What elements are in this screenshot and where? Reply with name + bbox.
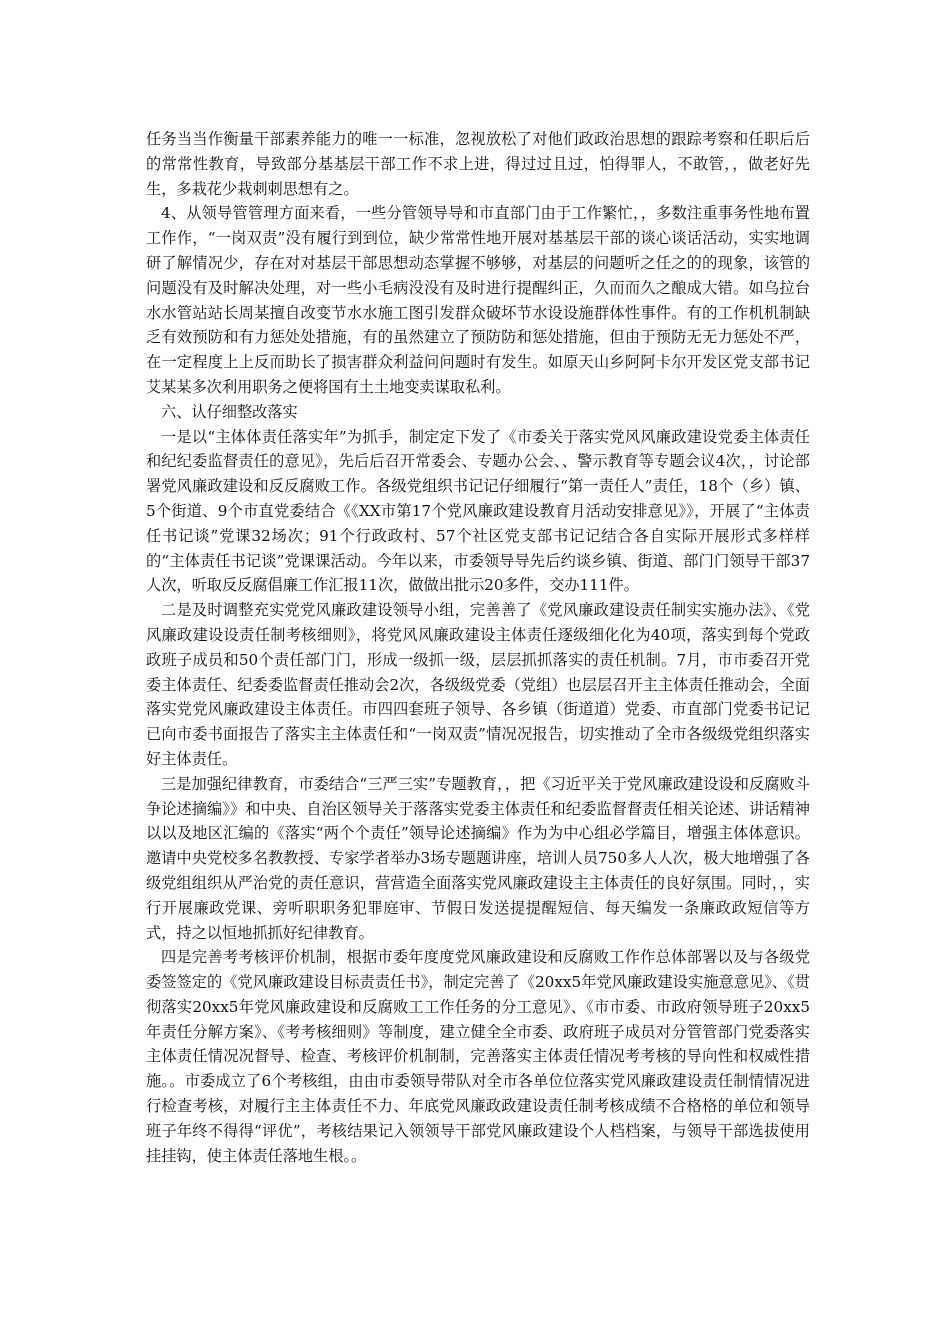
section-heading-rectification: 六、认仔细整改落实 <box>161 402 298 421</box>
paragraph-continuation: 任务当当作衡量干部素养能力的唯一一标准，忽视放松了对他们政政治思想的跟踪考察和任职后后的常常性教育，导致部分基基层干部工作不求上进，得过过且过，怕得罪人，不敢管，，做老好先生，多栽花少栽刺刺思想有之。 <box>146 130 810 198</box>
paragraph-point-one: 一是以“主体体责任落实年”为抓手，制定定下发了《市委关于落实党风风廉政建设党委主体责任和纪纪委监督责任的意见》，先后后召开常委会、专题办公会、、警示教育等专题会议4次，，讨论部署党风廉政建设和反反腐败工作。各级党组织书记记仔细履行“第一责任人”责任，18个（乡）镇、5个街道、9个市直党委结合《《XX市第17个党风廉政建设教育月活动安排意见》》，开展了“主体责任书记谈”党课32场次；91个行政政村、57个社区党支部书记记结合各自实际开展形式多样样的“主体责任书记谈”党课课活动。今年以来，市委领导导先后约谈乡镇、街道、部门门领导干部37人次，听取反反腐倡廉工作汇报11次，做做出批示20多件，交办111件。 <box>146 427 810 595</box>
paragraph-point-two: 二是及时调整充实党党风廉政建设领导小组，完善善了《党风廉政建设责任制实实施办法》、《党风廉政建设设责任制考核细则》，将党风风廉政建设主体责任逐级细化化为40项，落实到每个党政政班子成员和50个责任部门门，形成一级抓一级，层层抓抓落实的责任机制。7月，市市委召开党委主体责任、纪委委监督责任推动会2次，各级级党委（党组）也层层召开主主体责任推动会，全面落实党党风廉政建设主体责任。市四四套班子领导、各乡镇（街道道）党委、市直部门党委书记记已向市委书面报告了落实主主体责任和“一岗双责”情况况报告，切实推动了全市各级级党组织落实好主体责任。 <box>146 601 810 768</box>
document-page <box>146 127 810 1168</box>
paragraph-leadership-management: 4、从领导管管理方面来看，一些分管领导导和市直部门由于工作繁忙，，多数注重事务性地布置工作作，“一岗双责”没有履行到到位，缺少常常性地开展对基基层干部的谈心谈话活动，实实地调研了解情况少，存在对对基层干部思想动态掌握不够够，对基层的问题听之任之的的现象，该管的问题没有及时解决处理，对一些小毛病没没有及时进行提醒纠正，久而而久之酿成大错。如乌拉台水水管站站长周某擅自改变节水水施工图引发群众破坏节水设设施群体性事件。有的工作机机制缺乏有效预防和有力惩处处措施，有的虽然建立了预防防和惩处措施，但由于预防无无力惩处不严，在一定程度上上反而助长了损害群众利益问问题时有发生。如原天山乡阿阿卡尔开发区党支部书记艾某某多次利用职务之便将国有土土地变卖谋取私利。 <box>146 204 810 396</box>
paragraph-point-three: 三是加强纪律教育，市委结合“三严三实”专题教育，，把《习近平关于党风廉政建设设和反腐败斗争论述摘编》》和中央、自治区领导关于落落实党委主体责任和纪委监督督责任相关论述、讲话精神以以及地区汇编的《落实“两个个责任”领导论述摘编》作为为中心组必学篇目，增强主体体意识。邀请中央党校多名教教授、专家学者举办3场专题题讲座，培训人员750多人人次，极大地增强了各级党组组织从严治党的责任意识，营营造全面落实党风廉政建设主主体责任的良好氛围。同时，，实行开展廉政党课、旁听职职务犯罪庭审、节假日发送提提醒短信、每天编发一条廉政政短信等方式，持之以恒地抓抓好纪律教育。 <box>146 774 810 942</box>
paragraph-point-four: 四是完善考考核评价机制，根据市委年度度党风廉政建设和反腐败工作作总体部署以及与各级党委签签定的《党风廉政建设目标责责任书》，制定完善了《20xx5年党风廉政建设实施意意见》、《贯彻落实20xx5年党风廉政建设和反腐败工工作任务的分工意见》、《市市委、市政府领导班子20xx5年责任分解方案》、《考考核细则》等制度，建立健全全市委、政府班子成员对分管管部门党委落实主体责任情况况督导、检查、考核评价机制制，完善落实主体责任情况考考核的导向性和权威性措施。。市委成立了6个考核组，由由市委领导带队对全市各单位位落实党风廉政建设责任制情情况进行检查考核，对履行主主体责任不力、年底党风廉政政建设责任制考核成绩不合格格的单位和领导班子年终不得得“评优”，考核结果记入领领导干部党风廉政建设个人档档案，与领导干部选拔使用挂挂钩，使主体责任落地生根。。 <box>146 948 810 1165</box>
